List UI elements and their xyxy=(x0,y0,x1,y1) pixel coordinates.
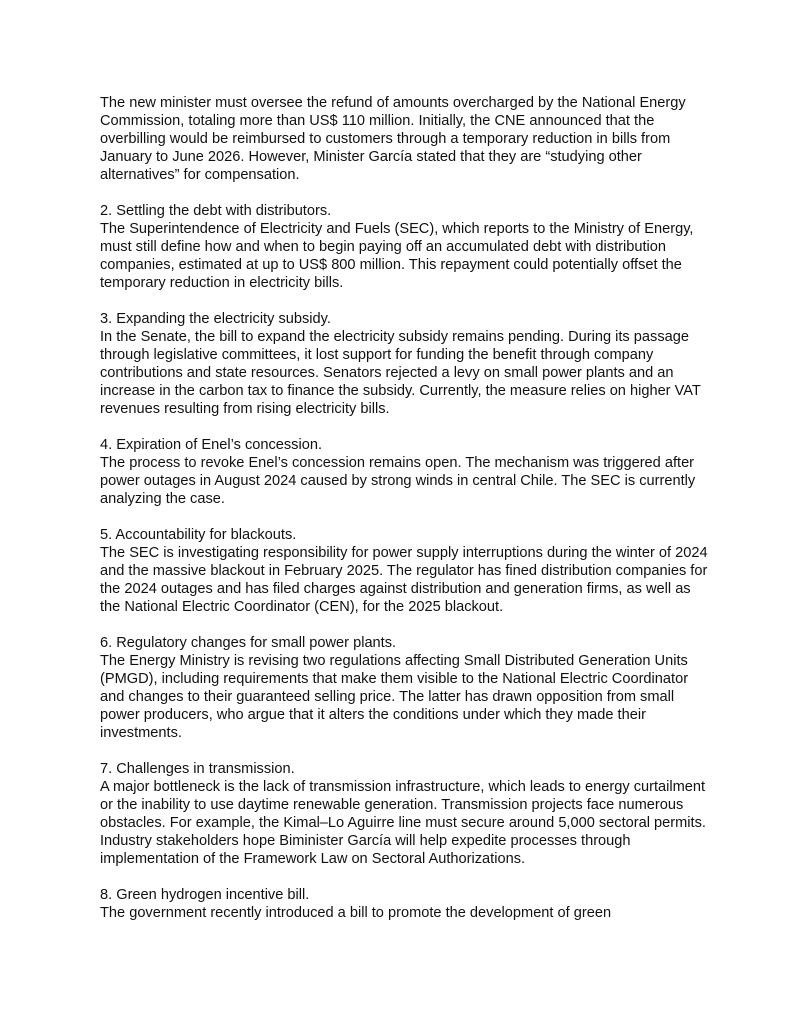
section-body: The Superintendence of Electricity and Fuels (SEC), which reports to the Ministry of Energy, must still define how and when to begin paying off an accumulated debt with distribution companies, estimated at up to US$ 800 million. This repayment could potentially offset the temporary reduction in electricity bills. xyxy=(100,221,694,291)
section-7 xyxy=(100,760,710,868)
section-5 xyxy=(100,526,710,616)
intro-block xyxy=(100,94,710,184)
section-body: The Energy Ministry is revising two regulations affecting Small Distributed Generation Units (PMGD), including requirements that make them visible to the National Electric Coordinator and changes to their guaranteed selling price. The latter has drawn opposition from small power producers, who argue that it alters the conditions under which they made their investments. xyxy=(100,653,689,741)
section-heading: 2. Settling the debt with distributors. xyxy=(100,203,332,219)
section-8 xyxy=(100,886,710,922)
section-body: The government recently introduced a bill to promote the development of green xyxy=(100,905,612,921)
section-3 xyxy=(100,310,710,418)
section-6 xyxy=(100,634,710,742)
section-body: A major bottleneck is the lack of transmission infrastructure, which leads to energy curtailment or the inability to use daytime renewable generation. Transmission projects face numerous obstacles. For example, the Kimal–Lo Aguirre line must secure around 5,000 sectoral permits. Industry stakeholders hope Biminister García will help expedite processes through implementation of the Framework Law on Sectoral Authorizations. xyxy=(100,779,706,867)
section-heading: 6. Regulatory changes for small power plants. xyxy=(100,635,397,651)
section-heading: 7. Challenges in transmission. xyxy=(100,761,295,777)
section-heading: 8. Green hydrogen incentive bill. xyxy=(100,887,310,903)
section-heading: 3. Expanding the electricity subsidy. xyxy=(100,311,331,327)
section-2 xyxy=(100,202,710,292)
section-body: The process to revoke Enel’s concession remains open. The mechanism was triggered after power outages in August 2024 caused by strong winds in central Chile. The SEC is currently analyzing the case. xyxy=(100,455,696,507)
section-heading: 5. Accountability for blackouts. xyxy=(100,527,297,543)
section-4 xyxy=(100,436,710,508)
document-page xyxy=(100,94,710,940)
intro-paragraph: The new minister must oversee the refund of amounts overcharged by the National Energy Commission, totaling more than US$ 110 million. Initially, the CNE announced that the overbilling would be reimbursed to customers through a temporary reduction in bills from January to June 2026. However, Minister García stated that they are “studying other alternatives” for compensation. xyxy=(100,95,686,183)
section-body: In the Senate, the bill to expand the electricity subsidy remains pending. During its passage through legislative committees, it lost support for funding the benefit through company contributions and state resources. Senators rejected a levy on small power plants and an increase in the carbon tax to finance the subsidy. Currently, the measure relies on higher VAT revenues resulting from rising electricity bills. xyxy=(100,329,701,417)
section-body: The SEC is investigating responsibility for power supply interruptions during the winter of 2024 and the massive blackout in February 2025. The regulator has fined distribution companies for the 2024 outages and has filed charges against distribution and generation firms, as well as the National Electric Coordinator (CEN), for the 2025 blackout. xyxy=(100,545,708,615)
section-heading: 4. Expiration of Enel’s concession. xyxy=(100,437,323,453)
